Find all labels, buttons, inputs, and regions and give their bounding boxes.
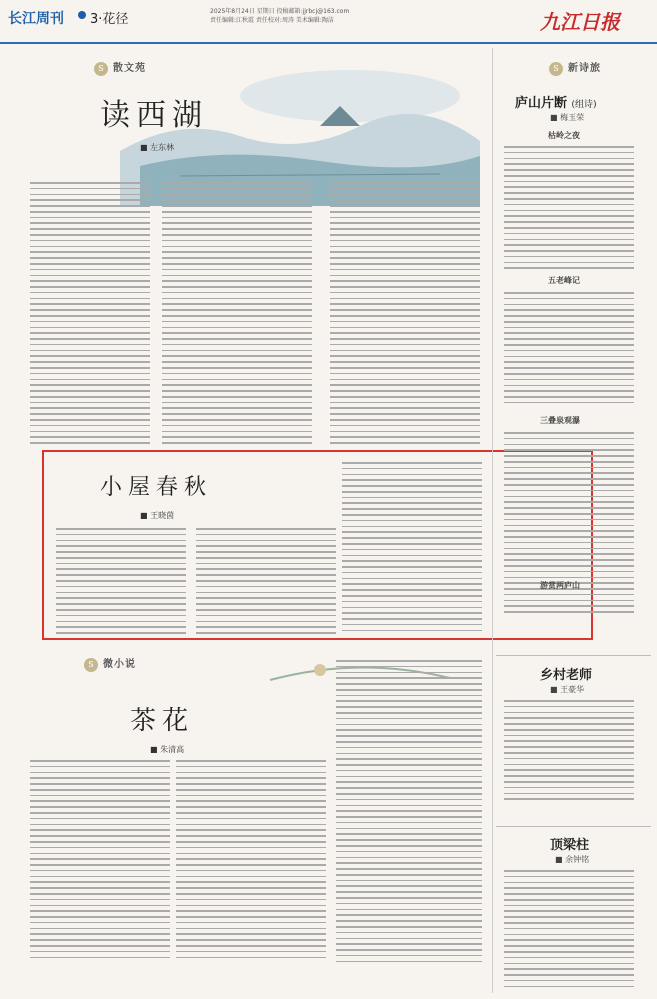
poem-6-author-name: 余钟铭 — [565, 855, 590, 864]
column-tag-3-label: 微小说 — [103, 659, 137, 670]
article-title-3: 茶花 — [130, 706, 195, 736]
author-1: ■ 左东林 — [140, 143, 175, 152]
poem-1-title — [515, 92, 597, 111]
poem-2-body — [504, 292, 634, 408]
poem-5-author-name: 王豪华 — [560, 685, 585, 694]
column-tag-3 — [50, 652, 170, 670]
divider-2 — [496, 826, 651, 827]
poem-1-subtitle: (组诗) — [571, 100, 597, 110]
poem-6-title: 顶梁柱 — [550, 838, 590, 853]
column-tag-label: 散文苑 — [113, 63, 147, 74]
poem-1-body — [504, 146, 634, 273]
leaf-icon-right: S — [549, 62, 563, 76]
article-2-body-col1 — [56, 528, 186, 638]
poem-6-body — [504, 870, 634, 991]
meta-line-1: 2025年8月24日 星期日 投稿邮箱:jjrbcj@163.com — [210, 8, 350, 15]
poem-5-body — [504, 700, 634, 804]
article-3-body-col3 — [336, 660, 482, 966]
header-meta — [210, 7, 460, 25]
poetry-tag — [520, 56, 630, 74]
section-name: 3·花径 — [90, 12, 129, 27]
article-1-body-col2 — [162, 182, 312, 448]
poem-1-title-text: 庐山片断 — [515, 96, 568, 111]
page-header — [0, 0, 657, 44]
poem-5-title: 乡村老师 — [540, 668, 593, 683]
poetry-tag-label: 新诗旅 — [568, 63, 602, 74]
poem-1-author-name: 梅玉荣 — [560, 113, 585, 122]
article-2-body-col2 — [196, 528, 336, 638]
poem-5-author: ■ 王豪华 — [550, 685, 585, 694]
divider-1 — [496, 655, 651, 656]
author-3: ■ 朱清高 — [150, 745, 185, 754]
article-title-1: 读西湖 — [100, 98, 208, 133]
article-3-body-col2 — [176, 760, 326, 962]
poem-2-section: 五老峰记 — [548, 276, 580, 285]
header-dot-icon — [78, 11, 86, 19]
meta-line-2: 责任编辑:江秋霞 责任校对:周涛 美术编辑:陶洁 — [210, 17, 334, 24]
poem-6-author: ■ 余钟铭 — [555, 855, 590, 864]
article-3-body-col1 — [30, 760, 170, 962]
newspaper-logo: 九江日报 — [540, 10, 620, 34]
article-title-2: 小屋春秋 — [100, 475, 213, 500]
brand-name: 长江周刊 — [8, 11, 64, 27]
author-3-name: 朱清高 — [160, 745, 185, 754]
poem-3-section: 三叠泉观瀑 — [540, 416, 580, 425]
poem-4-section: 游赏两庐山 — [540, 581, 580, 590]
author-1-name: 左东林 — [150, 143, 175, 152]
poem-1-author: ■ 梅玉荣 — [550, 113, 585, 122]
leaf-icon: S — [94, 62, 108, 76]
article-1-body-col1 — [30, 182, 150, 448]
author-2: ■ 王晓茵 — [140, 511, 175, 520]
article-1-body-col3 — [330, 182, 480, 448]
author-2-name: 王晓茵 — [150, 511, 175, 520]
article-2-body-col3 — [342, 462, 482, 635]
poem-1-section: 枯岭之夜 — [548, 131, 580, 140]
leaf-icon-3: S — [84, 658, 98, 672]
